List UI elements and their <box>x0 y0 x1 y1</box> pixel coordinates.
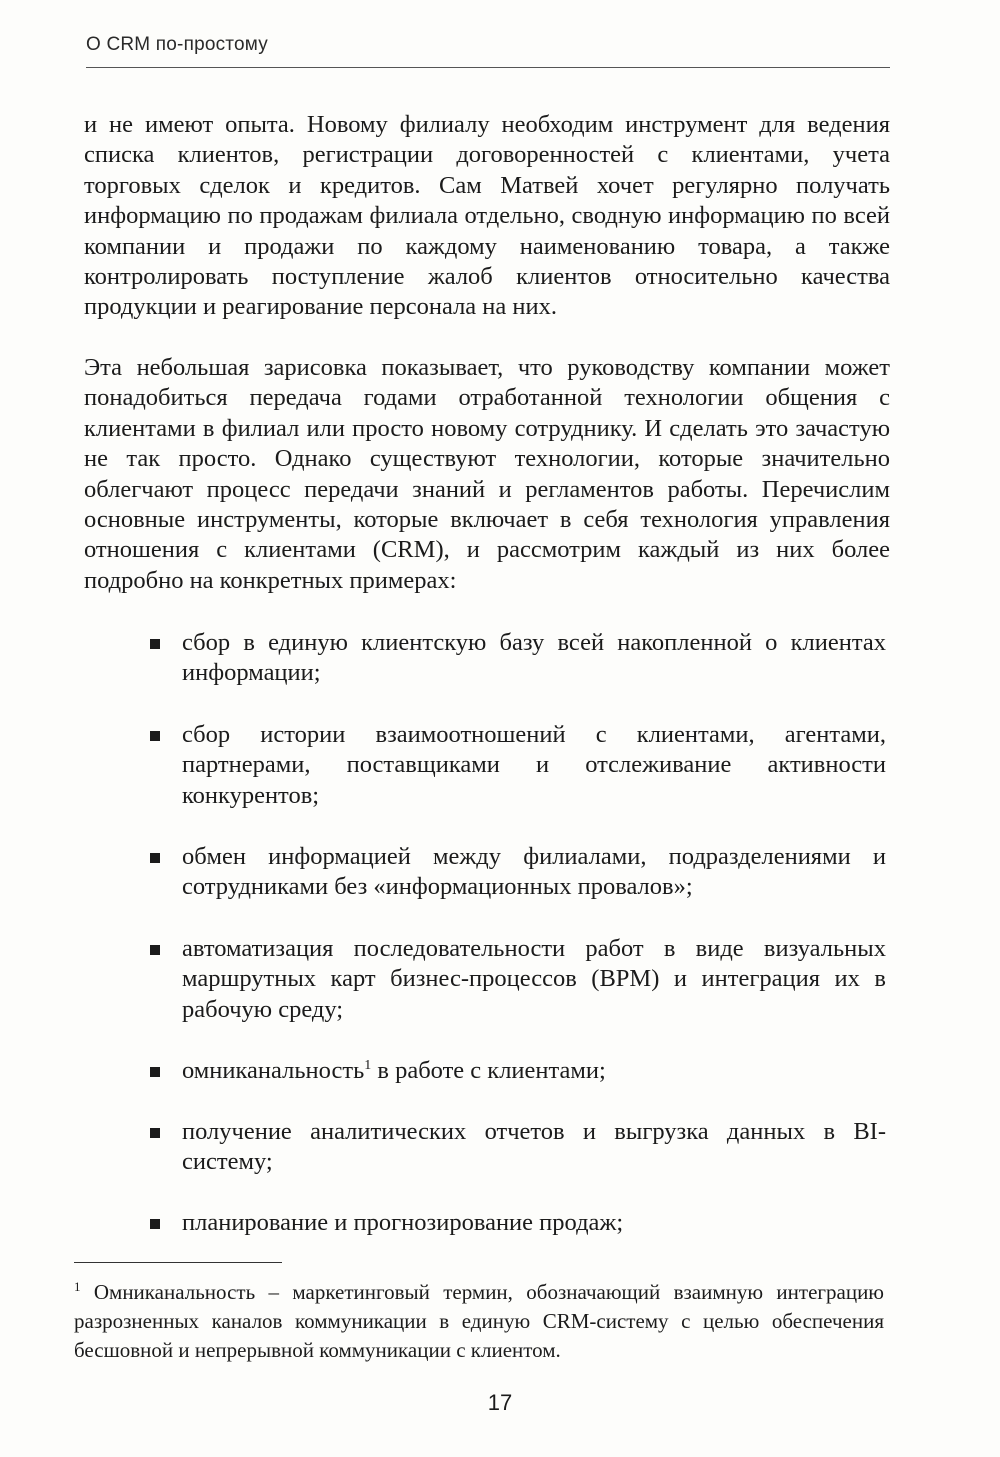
square-bullet-icon <box>150 731 160 741</box>
list-item-text: получение аналитических отчетов и выгрузка данных в BI-систему; <box>182 1118 886 1176</box>
list-item-text-rest: в работе с клиентами; <box>371 1057 606 1084</box>
square-bullet-icon <box>150 945 160 955</box>
square-bullet-icon <box>150 1128 160 1138</box>
list-item-text: планирование и прогнозирование продаж; <box>182 1209 624 1236</box>
square-bullet-icon <box>150 1067 160 1077</box>
square-bullet-icon <box>150 853 160 863</box>
paragraph-continuation: и не имеют опыта. Новому филиалу необходим инструмент для ведения списка клиентов, регистрации договоренностей с клиентами, учета торговых сделок и кредитов. Сам Матвей хочет регулярно получать информацию по продажам филиала отдельно, сводную информацию по всей компании и продажи по каждому наименованию товара, а также контролировать поступление жалоб клиентов относительно качества продукции и реагирование персонала на них. <box>84 111 890 321</box>
list-item-text: сбор в единую клиентскую базу всей накопленной о клиентах информации; <box>182 629 886 687</box>
term-omnichannel: омниканальность <box>182 1057 365 1084</box>
square-bullet-icon <box>150 1219 160 1229</box>
list-item-text: обмен информацией между филиалами, подразделениями и сотрудниками без «информационных провалов»; <box>182 843 886 901</box>
footnote <box>74 1278 884 1365</box>
page-number: 17 <box>487 1390 513 1415</box>
list-item-text: сбор истории взаимоотношений с клиентами, агентами, партнерами, поставщиками и отслеживание активности конкурентов; <box>182 721 886 809</box>
footnote-mark: 1 <box>74 1279 81 1294</box>
footnote-reference[interactable]: 1 <box>364 1057 372 1073</box>
square-bullet-icon <box>150 639 160 649</box>
footnote-rule <box>74 1262 282 1263</box>
header-rule <box>86 67 890 68</box>
paragraph-intro: Эта небольшая зарисовка показывает, что руководству компании может понадобиться передача годами отработанной технологии общения с клиентами в филиал или просто новому сотруднику. И сделать это зачастую не так просто. Однако существуют технологии, которые значительно облегчают процесс передачи знаний и регламентов работы. Перечислим основные инструменты, которые включает в себя технология управления отношения с клиентами (CRM), и рассмотрим каждый из них более подробно на конкретных примерах: <box>84 354 890 594</box>
running-title: О CRM по-простому <box>86 34 268 55</box>
list-item-text <box>182 1056 886 1086</box>
footnote-text: Омниканальность – маркетинговый термин, обозначающий взаимную интеграцию разрозненных каналов коммуникации в единую CRM-систему с целью обеспечения бесшовной и непрерывной коммуникации с клиентом. <box>74 1280 884 1362</box>
list-item-text: автоматизация последовательности работ в виде визуальных маршрутных карт бизнес-процессов (BPM) и интеграция их в рабочую среду; <box>182 935 886 1023</box>
